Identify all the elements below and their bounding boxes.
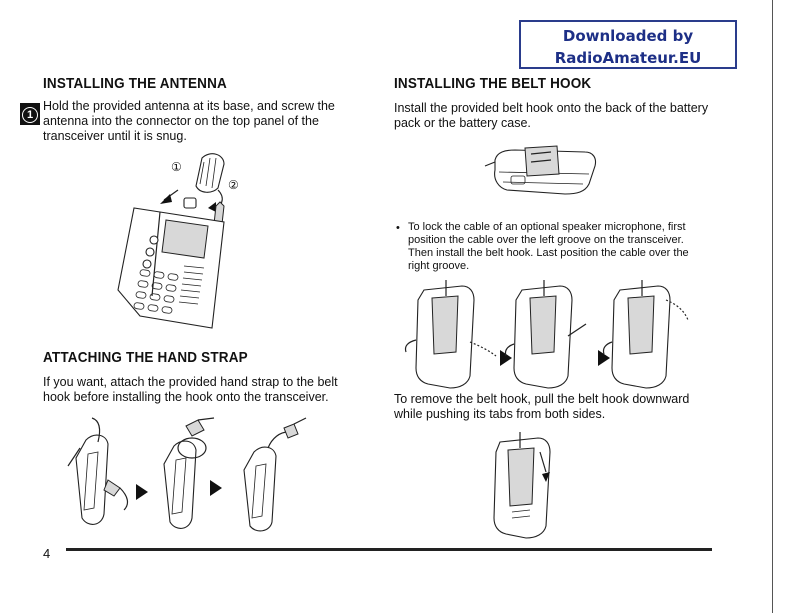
battery-belt-hook-illustration xyxy=(485,140,605,200)
cable-routing-steps-illustration xyxy=(404,280,699,390)
hand-strap-instructions xyxy=(43,375,363,405)
download-watermark xyxy=(519,20,737,69)
antenna-instructions xyxy=(43,99,363,144)
strap-line-2: hook before installing the hook onto the transceiver. xyxy=(43,390,329,404)
cable-note-line-1: To lock the cable of an optional speaker microphone, first xyxy=(408,221,686,233)
bullet-marker: • xyxy=(396,222,400,234)
speaker-cable-note xyxy=(408,221,728,273)
belt-hook-heading: INSTALLING THE BELT HOOK xyxy=(394,75,592,92)
page-number: 4 xyxy=(43,546,51,561)
antenna-line-3: transceiver until it is snug. xyxy=(43,129,187,143)
belt-hook-instructions xyxy=(394,101,734,131)
hand-strap-heading: ATTACHING THE HAND STRAP xyxy=(43,349,248,366)
remove-line-1: To remove the belt hook, pull the belt hook downward xyxy=(394,392,690,406)
antenna-line-1: Hold the provided antenna at its base, and screw the xyxy=(43,99,335,113)
step-number-badge xyxy=(20,103,40,125)
callout-one: ① xyxy=(171,160,182,174)
cable-note-line-4: right groove. xyxy=(408,260,470,272)
footer-rule xyxy=(66,548,712,551)
belthook-line-1: Install the provided belt hook onto the back of the battery xyxy=(394,101,709,115)
hand-strap-steps-illustration xyxy=(58,418,328,533)
antenna-heading: INSTALLING THE ANTENNA xyxy=(43,75,227,92)
watermark-line-1: Downloaded by xyxy=(562,27,694,45)
cable-note-line-3: Then install the belt hook. Last position the cable over the xyxy=(408,247,689,259)
cable-note-line-2: position the cable over the left groove on the transceiver. xyxy=(408,234,684,246)
remove-belt-hook-illustration xyxy=(490,428,560,540)
step-number: 1 xyxy=(22,107,38,123)
transceiver-antenna-illustration xyxy=(100,150,240,330)
belthook-line-2: pack or the battery case. xyxy=(394,116,531,130)
page-edge-line xyxy=(772,0,773,613)
remove-instructions xyxy=(394,392,734,422)
strap-line-1: If you want, attach the provided hand strap to the belt xyxy=(43,375,338,389)
antenna-line-2: antenna into the connector on the top panel of the xyxy=(43,114,319,128)
remove-line-2: while pushing its tabs from both sides. xyxy=(394,407,606,421)
watermark-line-2: RadioAmateur.EU xyxy=(554,49,702,67)
callout-two: ② xyxy=(228,178,239,192)
